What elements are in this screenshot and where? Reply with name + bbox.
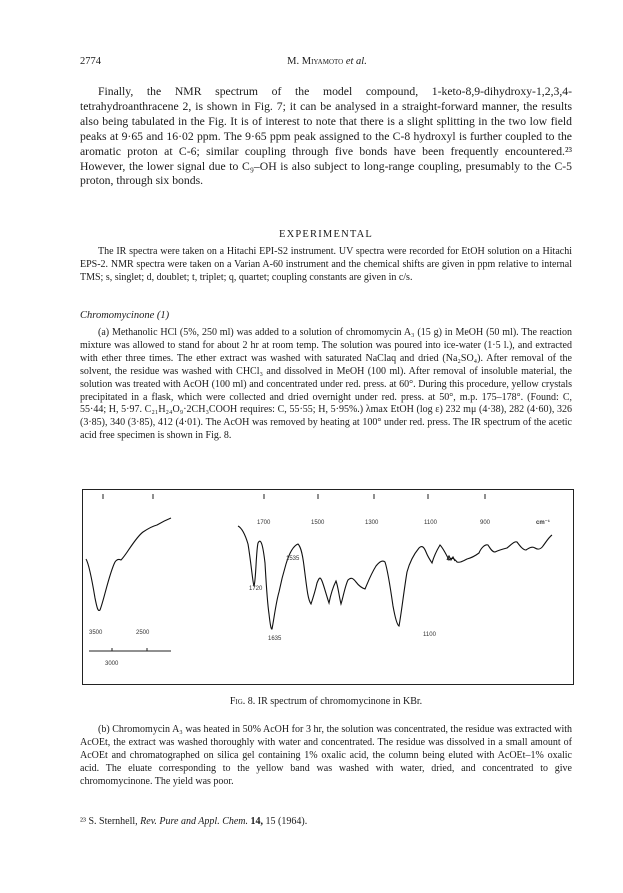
running-head (80, 56, 574, 70)
tick-label-1700: 1700 (257, 520, 271, 526)
experimental-heading: EXPERIMENTAL (278, 229, 374, 240)
footnote-pages: 15 (1964). (265, 816, 308, 827)
compound-heading: Chromomycinone (1) (80, 310, 170, 321)
footnote-journal: Rev. Pure and Appl. Chem. (140, 816, 249, 827)
tick-label-1100: 1100 (424, 520, 437, 526)
spectrum-trace-fingerprint (238, 526, 552, 629)
tick-label-3000: 3000 (105, 661, 119, 667)
intro-text: Finally, the NMR spectrum of the model compound, 1-keto-8,9-dihydroxy-1,2,3,4-tetrahydroanthracene 2, is shown in Fig. 7; it can be analysed in a straight-forward manner, the results also being tabulated in the Fig. It is of interest to note that there is a slight splitting in the two low field peaks at 9·65 and 16·02 ppm. The 9·65 ppm peak assigned to the C-8 hydroxyl is further coupled to the aromatic proton at C-6; similar coupling through five bonds have been frequently encountered.²³ However, the lower signal due to C₉–OH is also subject to long-range coupling, presumably to the C-5 proton, through six bonds. (80, 85, 572, 188)
author-name: M. Miyamoto (287, 56, 344, 67)
peak-label-1720: 1720 (249, 586, 263, 592)
tick-label-1500: 1500 (311, 520, 325, 526)
footnote (80, 816, 572, 827)
footnote-marker: ²³ (80, 816, 86, 827)
tick-label-3500: 3500 (89, 630, 103, 636)
general-methods-paragraph: The IR spectra were taken on a Hitachi EPI-S2 instrument. UV spectra were recorded for EtOH solution on a Hitachi EPS-2. NMR spectra were taken on a Varian A-60 instrument and the chemical shifts are given in ppm relative to internal TMS; s, singlet; d, doublet; t, triplet; q, quartet; coupling constants are given in c/s. (80, 246, 572, 283)
procedure-a-paragraph: (a) Methanolic HCl (5%, 250 ml) was added to a solution of chromomycin A₃ (15 g) in MeOH (50 ml). The reaction mixture was allowed to stand for about 2 hr at room temp. The solution was poured into ice-water (1·5 l.), and extracted with ether three times. The ether extract was washed with saturated NaClaq and dried (Na₂SO₄). After removal of the solvent, the residue was washed with CHCl₃ and dissolved in MeOH (100 ml). After removal of insoluble material, the solution was treated with AcOH (100 ml) and concentrated under red. press. at 60°. During this procedure, yellow crystals precipitated in a flask, which were collected and dried overnight under red. press. at 50°, m.p. 175–178°. (Found: C, 55·44; H, 5·97. C₂₁H₂₄O₉·2CH₃COOH requires: C, 55·55; H, 5·95%.) λmax EtOH (log ε) 232 mμ (4·38), 282 (4·60), 326 (3·85), 340 (3·85), 412 (4·01). The AcOH was removed by heating at 100° under red. press. The IR spectrum of the acetic acid free specimen is shown in Fig. 8. (80, 327, 572, 442)
tick-label-1300: 1300 (365, 520, 379, 526)
ir-spectrum-figure (82, 489, 574, 685)
page-number: 2774 (80, 56, 101, 67)
peak-label-1635: 1635 (268, 636, 282, 642)
unit-label: cm⁻¹ (536, 520, 550, 526)
ir-spectrum-plot (83, 490, 575, 686)
tick-label-2500: 2500 (136, 630, 150, 636)
top-axis-ticks (103, 494, 485, 499)
figure-caption-text: IR spectrum of chromomycinone in KBr. (257, 696, 423, 707)
peak-label-1100: 1100 (423, 632, 436, 638)
peak-label-1535: 1535 (286, 556, 300, 562)
footnote-author: S. Sternhell, (88, 816, 138, 827)
figure-caption (80, 696, 572, 707)
et-al: et al. (345, 56, 367, 67)
spectrum-trace-high-range (86, 518, 171, 611)
figure-number: Fig. 8. (229, 696, 256, 707)
intro-paragraph (80, 85, 572, 189)
footnote-volume: 14, (250, 816, 264, 827)
tick-label-900: 900 (480, 520, 491, 526)
running-head-authors (80, 56, 574, 67)
procedure-b-paragraph: (b) Chromomycin A₃ was heated in 50% AcOH for 3 hr, the solution was concentrated, the residue was extracted with AcOEt, the extract was washed thoroughly with water and concentrated. The residue was dissolved in a small amount of AcOEt and chromatographed on silica gel containing 1% oxalic acid, the column being eluted with AcOEt–1% oxalic acid. The eluate corresponding to the yellow band was washed with water, dried, and concentrated to give chromomycinone. The yield was poor. (80, 724, 572, 787)
